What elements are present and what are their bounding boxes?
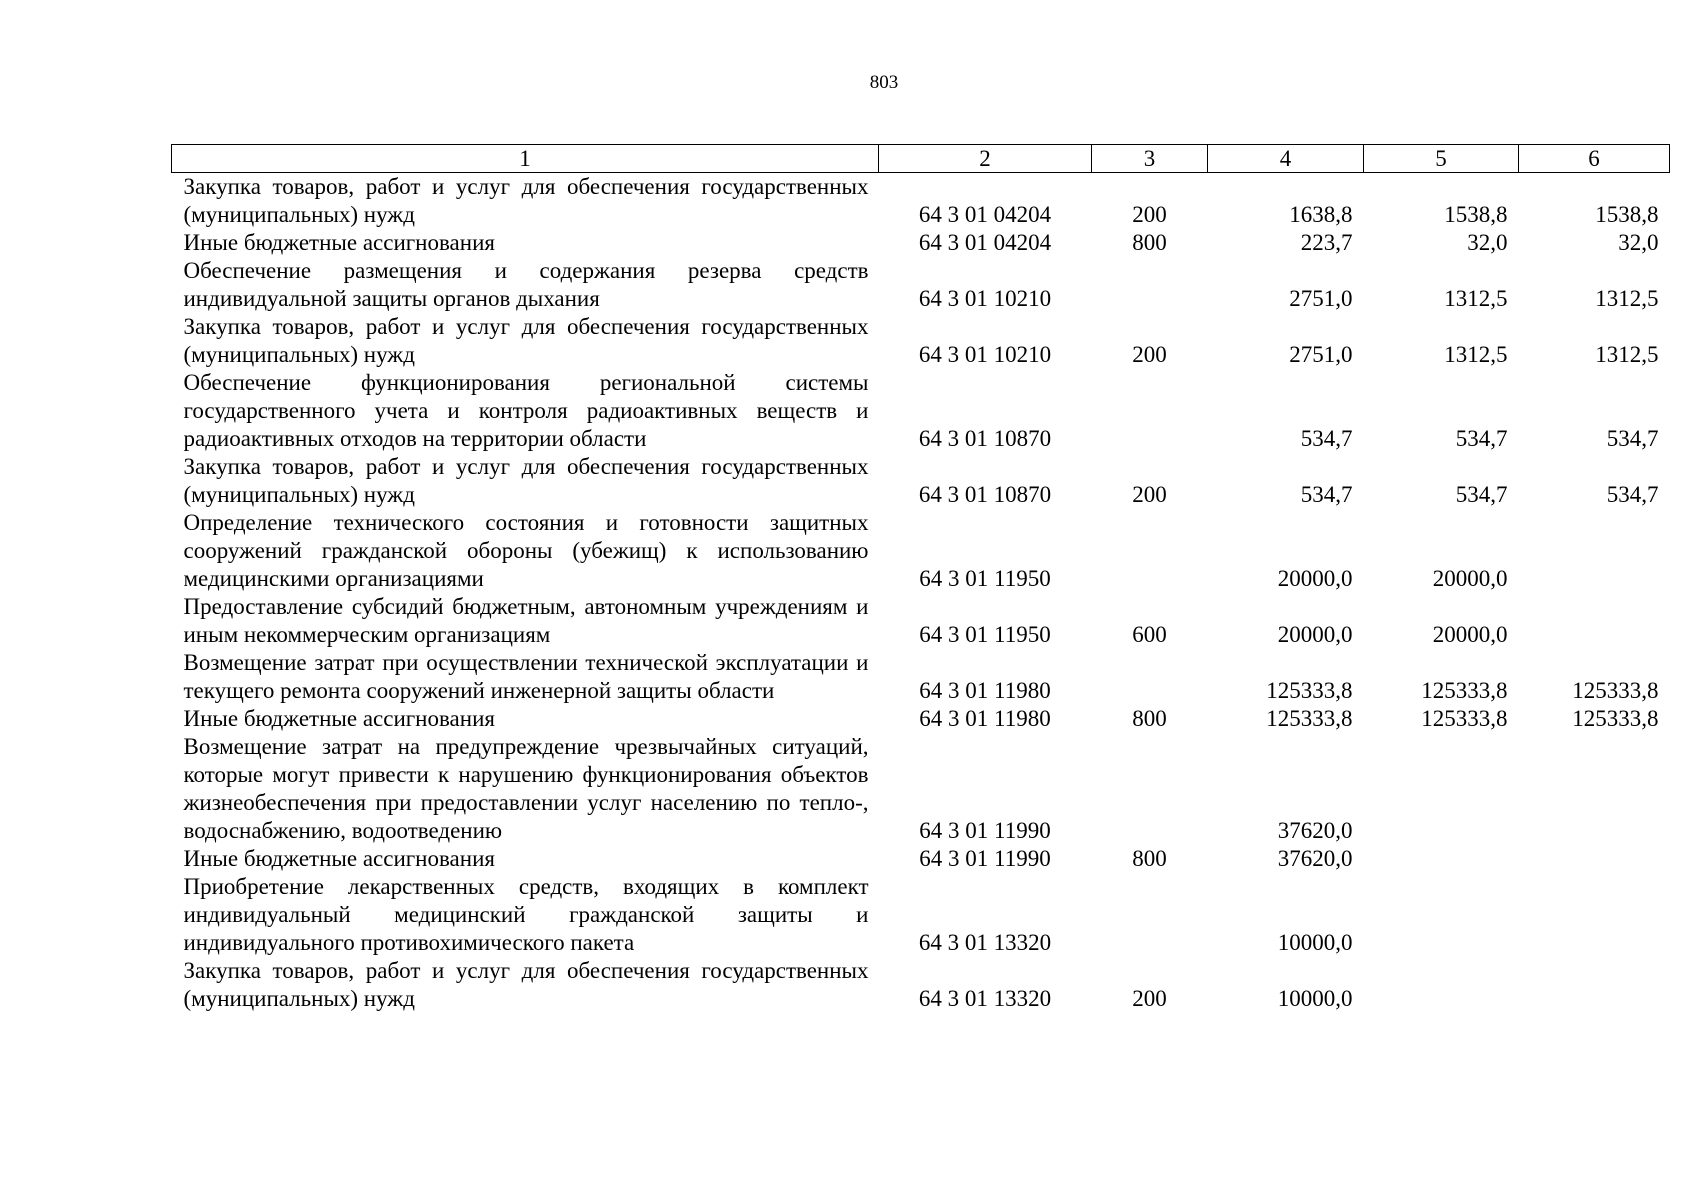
row-expense-type: 200 — [1132, 986, 1167, 1011]
row-amount-col5: 534,7 — [1455, 482, 1508, 507]
row-amount-col5: 20000,0 — [1432, 566, 1508, 591]
row-target-code: 64 3 01 13320 — [918, 930, 1052, 955]
header-row — [172, 145, 1670, 173]
row-amount-col6: 534,7 — [1606, 426, 1659, 451]
row-amount-col6: 1312,5 — [1595, 342, 1659, 367]
row-expense-type: 600 — [1132, 622, 1167, 647]
row-target-code: 64 3 01 13320 — [918, 986, 1052, 1011]
row-amount-col4: 2751,0 — [1289, 286, 1353, 311]
row-amount-col5: 32,0 — [1467, 230, 1508, 255]
row-description: Приобретение лекарственных средств, входящих в комплект индивидуальный медицинский гражданской защиты и индивидуального противохимического пакета — [183, 874, 869, 955]
row-description: Закупка товаров, работ и услуг для обеспечения государственных (муниципальных) нужд — [183, 454, 869, 507]
header-col-2: 2 — [879, 145, 1092, 173]
row-description: Закупка товаров, работ и услуг для обеспечения государственных (муниципальных) нужд — [183, 958, 869, 1011]
row-amount-col6: 125333,8 — [1572, 678, 1659, 703]
row-target-code: 64 3 01 10210 — [918, 342, 1052, 367]
row-expense-type: 200 — [1132, 202, 1167, 227]
header-col-3: 3 — [1092, 145, 1208, 173]
table-row — [172, 649, 1670, 705]
row-amount-col5: 20000,0 — [1432, 622, 1508, 647]
row-target-code: 64 3 01 11980 — [919, 706, 1051, 731]
header-col-6: 6 — [1519, 145, 1670, 173]
row-amount-col4: 20000,0 — [1277, 566, 1353, 591]
row-target-code: 64 3 01 11950 — [919, 622, 1051, 647]
header-col-1: 1 — [172, 145, 879, 173]
row-target-code: 64 3 01 04204 — [918, 230, 1052, 255]
row-amount-col6 — [1519, 593, 1670, 649]
table-row — [172, 845, 1670, 873]
table-row — [172, 173, 1670, 230]
row-amount-col6: 1538,8 — [1595, 202, 1659, 227]
row-expense-type — [1092, 509, 1208, 593]
row-amount-col4: 534,7 — [1300, 482, 1353, 507]
row-amount-col4: 37620,0 — [1277, 818, 1353, 843]
row-amount-col4: 125333,8 — [1266, 706, 1353, 731]
row-target-code: 64 3 01 04204 — [918, 202, 1052, 227]
row-amount-col5: 125333,8 — [1421, 678, 1508, 703]
table-row — [172, 873, 1670, 957]
row-amount-col6: 32,0 — [1618, 230, 1659, 255]
row-amount-col4: 20000,0 — [1277, 622, 1353, 647]
row-expense-type — [1092, 369, 1208, 453]
row-description: Иные бюджетные ассигнования — [183, 846, 495, 871]
row-amount-col6 — [1519, 845, 1670, 873]
row-target-code: 64 3 01 11990 — [919, 818, 1051, 843]
row-target-code: 64 3 01 10210 — [918, 286, 1052, 311]
row-description: Закупка товаров, работ и услуг для обеспечения государственных (муниципальных) нужд — [183, 174, 869, 227]
row-target-code: 64 3 01 11980 — [919, 678, 1051, 703]
row-amount-col6 — [1519, 509, 1670, 593]
row-expense-type: 800 — [1132, 706, 1167, 731]
row-description: Обеспечение размещения и содержания резерва средств индивидуальной защиты органов дыхания — [183, 258, 869, 311]
row-description: Возмещение затрат на предупреждение чрезвычайных ситуаций, которые могут привести к нарушению функционирования объектов жизнеобеспечения при предоставлении услуг населению по тепло-, водоснабжению, водоотведению — [183, 734, 869, 843]
row-expense-type — [1092, 733, 1208, 845]
row-amount-col6: 1312,5 — [1595, 286, 1659, 311]
row-expense-type: 800 — [1132, 230, 1167, 255]
row-amount-col6: 534,7 — [1606, 482, 1659, 507]
header-col-5: 5 — [1364, 145, 1519, 173]
row-expense-type: 800 — [1132, 846, 1167, 871]
row-expense-type: 200 — [1132, 342, 1167, 367]
row-target-code: 64 3 01 10870 — [918, 426, 1052, 451]
table-row — [172, 313, 1670, 369]
table-row — [172, 705, 1670, 733]
row-expense-type: 200 — [1132, 482, 1167, 507]
row-amount-col6 — [1519, 733, 1670, 845]
table-row — [172, 957, 1670, 1013]
row-description: Определение технического состояния и готовности защитных сооружений гражданской обороны (убежищ) к использованию медицинскими организациями — [183, 510, 869, 591]
row-amount-col4: 223,7 — [1300, 230, 1353, 255]
table-row — [172, 593, 1670, 649]
row-description: Закупка товаров, работ и услуг для обеспечения государственных (муниципальных) нужд — [183, 314, 869, 367]
row-amount-col5 — [1364, 845, 1519, 873]
row-amount-col5: 1312,5 — [1444, 342, 1508, 367]
table-header — [172, 145, 1670, 173]
page-number: 803 — [869, 72, 899, 93]
row-amount-col5: 1312,5 — [1444, 286, 1508, 311]
row-amount-col4: 37620,0 — [1277, 846, 1353, 871]
row-target-code: 64 3 01 11990 — [919, 846, 1051, 871]
row-amount-col4: 125333,8 — [1266, 678, 1353, 703]
row-amount-col6 — [1519, 873, 1670, 957]
row-amount-col4: 534,7 — [1300, 426, 1353, 451]
row-target-code: 64 3 01 11950 — [919, 566, 1051, 591]
table-row — [172, 733, 1670, 845]
row-description: Иные бюджетные ассигнования — [183, 706, 495, 731]
row-amount-col5: 534,7 — [1455, 426, 1508, 451]
table-row — [172, 229, 1670, 257]
row-description: Возмещение затрат при осуществлении технической эксплуатации и текущего ремонта сооружений инженерной защиты области — [183, 650, 869, 703]
row-amount-col5: 1538,8 — [1444, 202, 1508, 227]
row-amount-col4: 1638,8 — [1289, 202, 1353, 227]
table-row — [172, 509, 1670, 593]
row-amount-col4: 2751,0 — [1289, 342, 1353, 367]
row-amount-col5 — [1364, 733, 1519, 845]
budget-table — [171, 144, 1670, 1013]
row-description: Обеспечение функционирования региональной системы государственного учета и контроля радиоактивных веществ и радиоактивных отходов на территории области — [183, 370, 869, 451]
row-expense-type — [1092, 649, 1208, 705]
row-amount-col6: 125333,8 — [1572, 706, 1659, 731]
table-row — [172, 453, 1670, 509]
header-col-4: 4 — [1208, 145, 1364, 173]
table-body — [172, 173, 1670, 1014]
row-amount-col6 — [1519, 957, 1670, 1013]
table-row — [172, 369, 1670, 453]
row-amount-col4: 10000,0 — [1277, 986, 1353, 1011]
row-description: Иные бюджетные ассигнования — [183, 230, 495, 255]
row-amount-col5: 125333,8 — [1421, 706, 1508, 731]
row-amount-col5 — [1364, 957, 1519, 1013]
row-amount-col4: 10000,0 — [1277, 930, 1353, 955]
row-expense-type — [1092, 873, 1208, 957]
table-row — [172, 257, 1670, 313]
row-expense-type — [1092, 257, 1208, 313]
row-description: Предоставление субсидий бюджетным, автономным учреждениям и иным некоммерческим организациям — [183, 594, 869, 647]
row-amount-col5 — [1364, 873, 1519, 957]
row-target-code: 64 3 01 10870 — [918, 482, 1052, 507]
